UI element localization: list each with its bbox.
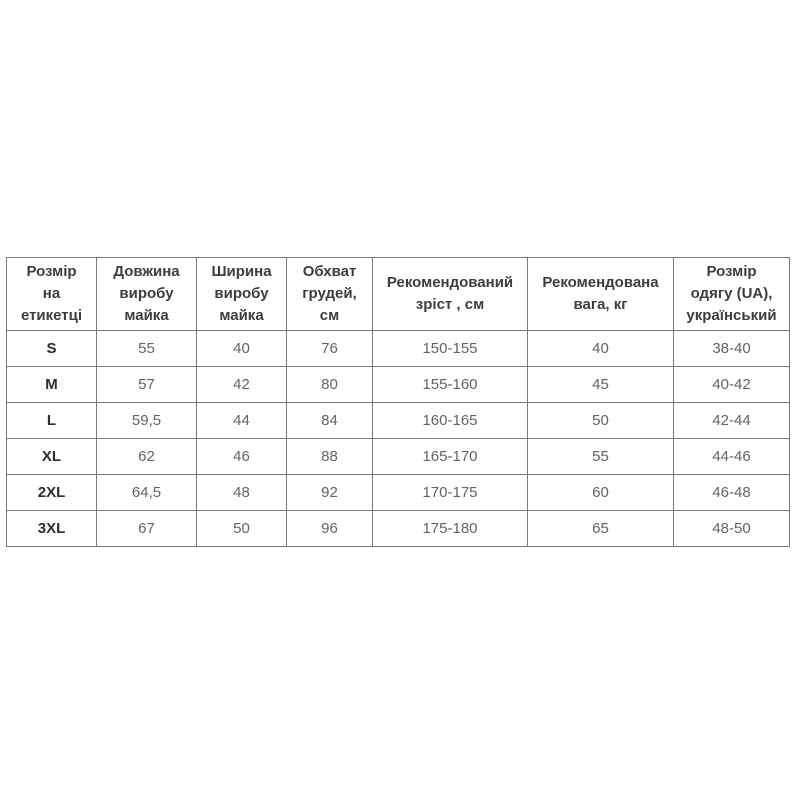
column-header-product-length-text: Довжина виробу майка (113, 263, 180, 324)
cell-weight: 55 (528, 439, 674, 475)
cell-length: 62 (97, 439, 197, 475)
column-header-recommended-weight-text: Рекомендована вага, кг (542, 274, 659, 313)
cell-chest: 80 (287, 367, 373, 403)
column-header-product-length (97, 258, 197, 331)
cell-width: 50 (197, 511, 287, 547)
cell-chest: 84 (287, 403, 373, 439)
cell-length: 59,5 (97, 403, 197, 439)
cell-weight: 45 (528, 367, 674, 403)
cell-height: 160-165 (373, 403, 528, 439)
cell-chest: 76 (287, 331, 373, 367)
cell-weight: 50 (528, 403, 674, 439)
column-header-recommended-height-text: Рекомендований зріст , см (386, 274, 514, 313)
column-header-chest-girth-text: Обхват грудей, см (302, 263, 357, 324)
column-header-ua-size-text: Розмір одягу (UA), український (686, 263, 777, 324)
table-row-xl (7, 439, 790, 475)
cell-height: 155-160 (373, 367, 528, 403)
cell-length: 57 (97, 367, 197, 403)
cell-weight: 40 (528, 331, 674, 367)
cell-height: 170-175 (373, 475, 528, 511)
column-header-product-width (197, 258, 287, 331)
cell-ua-size: 46-48 (674, 475, 790, 511)
table-row-l (7, 403, 790, 439)
cell-width: 44 (197, 403, 287, 439)
cell-size-label: S (7, 331, 97, 367)
cell-height: 150-155 (373, 331, 528, 367)
cell-weight: 60 (528, 475, 674, 511)
column-header-ua-size (674, 258, 790, 331)
cell-chest: 96 (287, 511, 373, 547)
size-chart-table (6, 257, 790, 547)
table-row-3xl (7, 511, 790, 547)
table-row-s (7, 331, 790, 367)
cell-width: 46 (197, 439, 287, 475)
cell-width: 40 (197, 331, 287, 367)
cell-size-label: 2XL (7, 475, 97, 511)
cell-size-label: XL (7, 439, 97, 475)
cell-length: 55 (97, 331, 197, 367)
cell-chest: 92 (287, 475, 373, 511)
cell-width: 48 (197, 475, 287, 511)
table-row-2xl (7, 475, 790, 511)
column-header-chest-girth (287, 258, 373, 331)
column-header-product-width-text: Ширина виробу майка (211, 263, 272, 324)
cell-width: 42 (197, 367, 287, 403)
column-header-recommended-height (373, 258, 528, 331)
cell-ua-size: 48-50 (674, 511, 790, 547)
cell-size-label: 3XL (7, 511, 97, 547)
header-row (7, 258, 790, 331)
cell-size-label: L (7, 403, 97, 439)
table-row-m (7, 367, 790, 403)
column-header-size-on-label (7, 258, 97, 331)
column-header-size-on-label-text: Розмір на етикетці (20, 263, 83, 324)
cell-ua-size: 44-46 (674, 439, 790, 475)
cell-ua-size: 38-40 (674, 331, 790, 367)
cell-height: 165-170 (373, 439, 528, 475)
cell-weight: 65 (528, 511, 674, 547)
cell-ua-size: 40-42 (674, 367, 790, 403)
cell-chest: 88 (287, 439, 373, 475)
cell-length: 64,5 (97, 475, 197, 511)
column-header-recommended-weight (528, 258, 674, 331)
cell-height: 175-180 (373, 511, 528, 547)
cell-size-label: M (7, 367, 97, 403)
cell-ua-size: 42-44 (674, 403, 790, 439)
cell-length: 67 (97, 511, 197, 547)
